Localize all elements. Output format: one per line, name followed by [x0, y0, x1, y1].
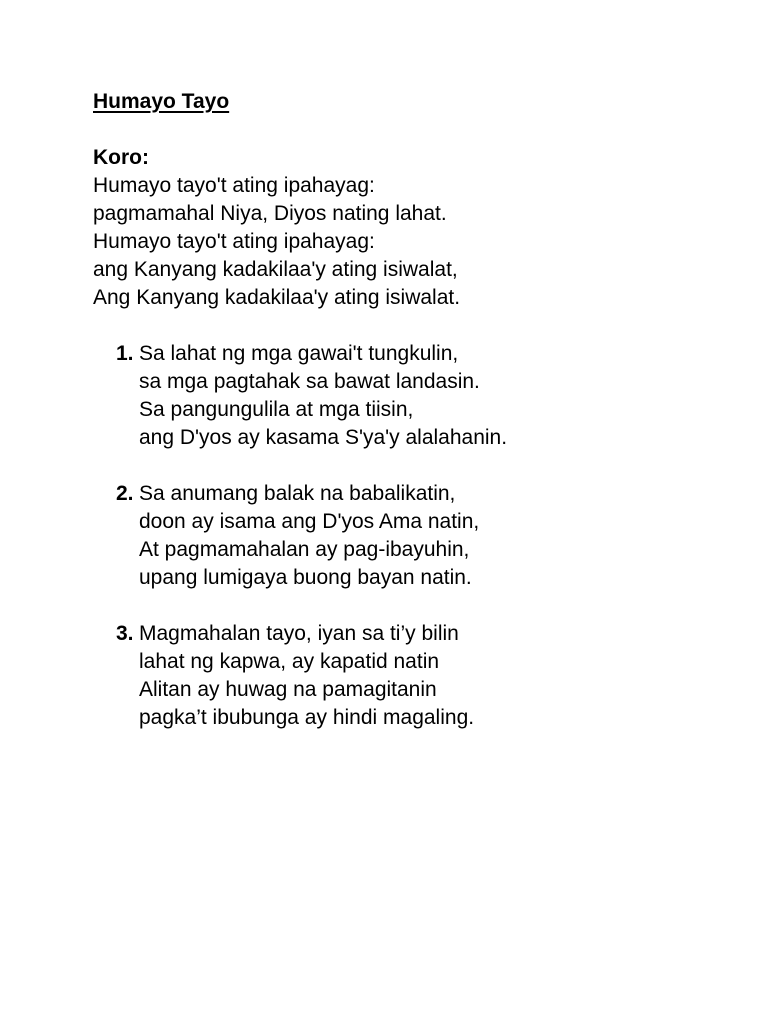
chorus-line: ang Kanyang kadakilaa'y ating isiwalat,	[93, 258, 458, 281]
spacer	[93, 312, 733, 340]
spacer	[93, 592, 733, 620]
verse-line: sa mga pagtahak sa bawat landasin.	[139, 370, 480, 393]
verse-line: Sa lahat ng mga gawai't tungkulin,	[139, 342, 459, 365]
verse-line: Sa anumang balak na babalikatin,	[139, 482, 456, 505]
verse-line: Sa pangungulila at mga tiisin,	[139, 398, 414, 421]
verse-line: Alitan ay huwag na pamagitanin	[139, 678, 437, 701]
verse-line: upang lumigaya buong bayan natin.	[139, 566, 472, 589]
verse-line: doon ay isama ang D'yos Ama natin,	[139, 510, 480, 533]
song-title: Humayo Tayo	[93, 90, 230, 113]
chorus-line: pagmamahal Niya, Diyos nating lahat.	[93, 202, 447, 225]
verse-number: 3.	[116, 622, 134, 645]
verse-number: 1.	[116, 342, 134, 365]
verse-1	[93, 340, 733, 452]
spacer	[93, 116, 733, 144]
verse-line: At pagmamahalan ay pag-ibayuhin,	[139, 538, 470, 561]
verse-3	[93, 620, 733, 732]
verse-number: 2.	[116, 482, 134, 505]
spacer	[93, 452, 733, 480]
verse-line: lahat ng kapwa, ay kapatid natin	[139, 650, 440, 673]
chorus-line: Humayo tayo't ating ipahayag:	[93, 230, 375, 253]
verse-line: pagka’t ibubunga ay hindi magaling.	[139, 706, 475, 729]
chorus	[93, 144, 733, 312]
chorus-line: Ang Kanyang kadakilaa'y ating isiwalat.	[93, 286, 461, 309]
chorus-line: Humayo tayo't ating ipahayag:	[93, 174, 375, 197]
verse-line: ang D'yos ay kasama S'ya'y alalahanin.	[139, 426, 508, 449]
song-sheet	[93, 88, 733, 732]
chorus-label: Koro:	[93, 146, 149, 169]
verse-2	[93, 480, 733, 592]
verse-line: Magmahalan tayo, iyan sa ti’y bilin	[139, 622, 459, 645]
